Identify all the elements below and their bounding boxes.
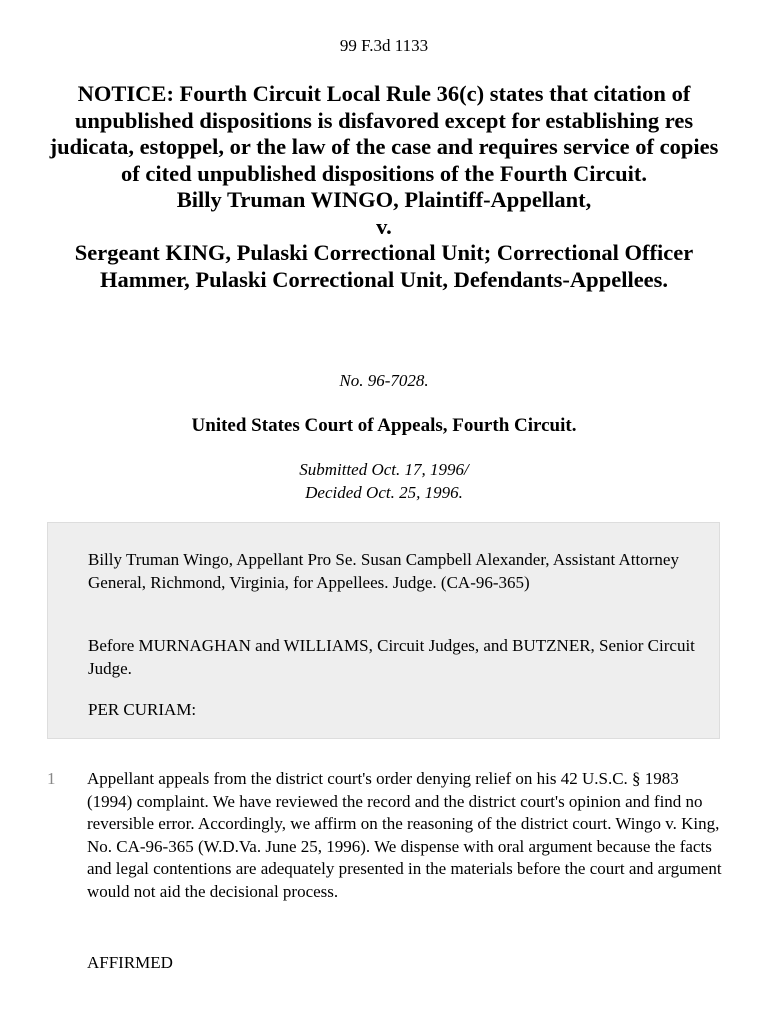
opinion-paragraph: Appellant appeals from the district court's order denying relief on his 42 U.S.C. § 1983 (1994) complaint. We have reviewed the record and the district court's opinion and find no reversible error. Accordingly, we affirm on the reasoning of the district court. Wingo v. King, No. CA-96-365 (W.D.Va. June 25, 1996). We dispense with oral argument because the facts and legal contentions are adequately presented in the materials before the court and argument would not aid the decisional process. [87, 769, 722, 901]
decided-date: Decided Oct. 25, 1996. [305, 483, 463, 502]
case-dates [0, 458, 768, 504]
docket-number: No. 96-7028. [339, 371, 429, 390]
court-name: United States Court of Appeals, Fourth Circuit. [191, 415, 577, 436]
opinion-author: PER CURIAM: [88, 700, 197, 719]
paragraph-number: 1 [47, 769, 56, 788]
plaintiff-party: Billy Truman WINGO, Plaintiff-Appellant, [176, 187, 592, 212]
counsel-info-box [47, 522, 720, 739]
case-caption [40, 81, 728, 293]
submitted-date: Submitted Oct. 17, 1996/ [299, 460, 469, 479]
disposition: AFFIRMED [87, 953, 173, 972]
versus-label: v. [376, 213, 392, 239]
defendant-parties: Sergeant KING, Pulaski Correctional Unit; Correctional Officer Hammer, Pulaski Correctional Unit, Defendants-Appellees. [74, 240, 694, 292]
notice-text: NOTICE: Fourth Circuit Local Rule 36(c) states that citation of unpublished dispositions is disfavored except for establishing res judicata, estoppel, or the law of the case and requires service of copies of cited unpublished dispositions of the Fourth Circuit. [49, 81, 719, 186]
counsel-paragraph: Billy Truman Wingo, Appellant Pro Se. Susan Campbell Alexander, Assistant Attorney General, Richmond, Virginia, for Appellees. Judge. (CA-96-365) [88, 550, 679, 592]
panel-paragraph: Before MURNAGHAN and WILLIAMS, Circuit Judges, and BUTZNER, Senior Circuit Judge. [88, 636, 695, 678]
case-citation: 99 F.3d 1133 [339, 36, 429, 55]
